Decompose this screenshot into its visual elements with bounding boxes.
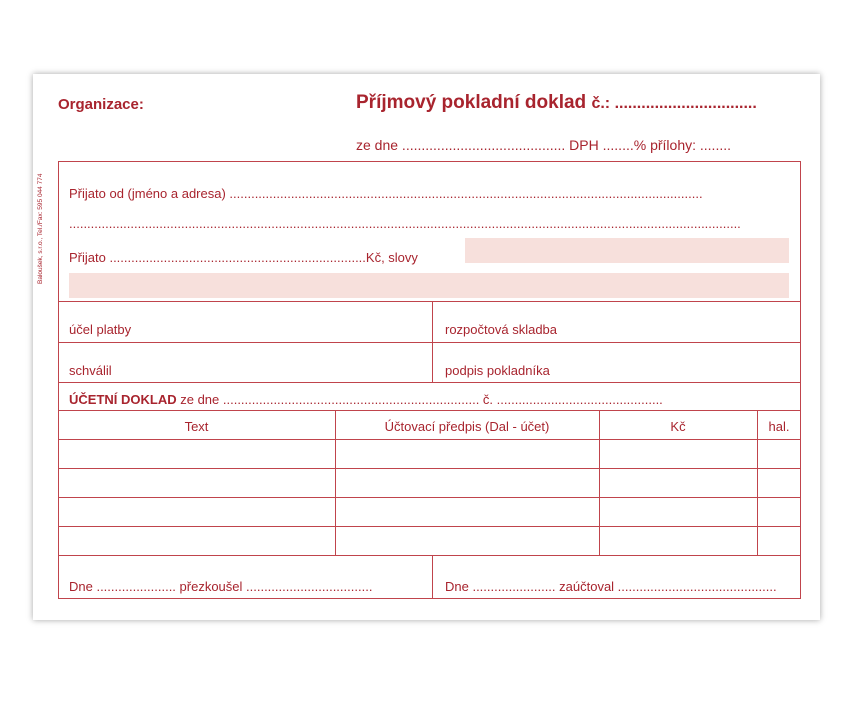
amount-in-words-field-2[interactable]: [69, 273, 789, 298]
divider: [58, 382, 801, 383]
received-amount-line: Přijato .......................................................................Kč, slovy: [69, 250, 418, 265]
purpose-label: účel platby: [69, 322, 132, 337]
accounting-document-line: [69, 392, 663, 407]
divider: [58, 301, 801, 302]
date-vat-attachments-line: ze dne .......................................... DPH ........% přílohy: ........: [356, 137, 731, 153]
column-header-text: Text: [184, 419, 209, 434]
divider: [58, 342, 801, 343]
cashier-signature-label: podpis pokladníka: [445, 363, 550, 378]
table-row: [58, 468, 801, 469]
side-printer-text: Baloušek, s.r.o., Tel./Fax: 595 044 774: [37, 173, 44, 284]
divider: [432, 555, 433, 599]
accounting-label: ÚČETNÍ DOKLAD: [69, 392, 177, 407]
received-from-line: Přijato od (jméno a adresa) ...................................................................................................................................: [69, 186, 703, 201]
posted-line: Dne ....................... zaúčtoval ............................................: [445, 579, 777, 594]
document-number-label: č.: ................................: [591, 95, 757, 112]
table-row: [58, 526, 801, 527]
table-row: [58, 497, 801, 498]
divider: [58, 410, 801, 411]
column-header-hal: hal.: [768, 419, 790, 434]
reviewed-line: Dne ...................... přezkoušel ...................................: [69, 579, 373, 594]
budget-label: rozpočtová skladba: [445, 322, 558, 337]
address-dotted-line: ..........................................................................................................................................................................................: [69, 216, 741, 231]
organization-label: Organizace:: [58, 96, 144, 113]
column-header-booking: Účtovací předpis (Dal - účet): [384, 419, 550, 434]
table-row: [58, 439, 801, 440]
title-text: Příjmový pokladní doklad: [356, 92, 587, 113]
receipt-form: [33, 74, 820, 620]
amount-in-words-field[interactable]: [465, 238, 789, 263]
table-row: [58, 555, 801, 556]
approved-label: schválil: [69, 363, 112, 378]
accounting-date-line: ze dne ....................................................................... č. ..............................................: [180, 392, 663, 407]
document-title: [356, 92, 757, 114]
column-header-czk: Kč: [670, 419, 686, 434]
